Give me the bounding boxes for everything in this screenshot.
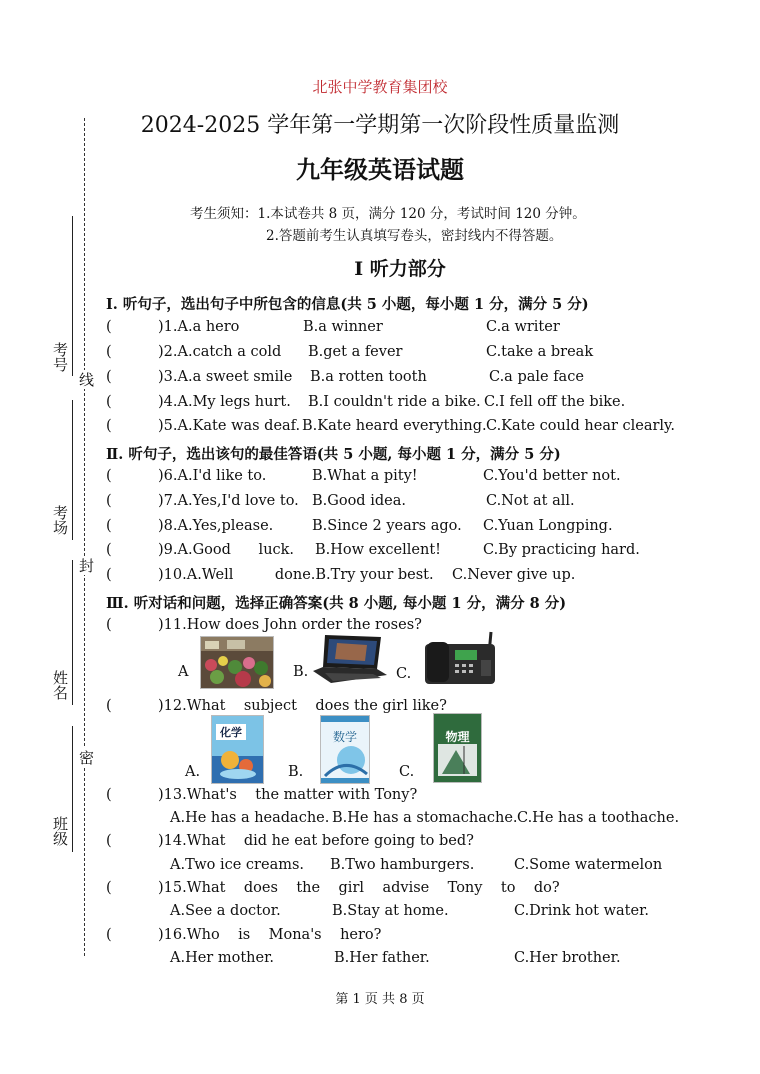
q14-option-b: B.Two hamburgers. <box>330 857 475 873</box>
q14-stem: )14.What did he eat before going to bed? <box>158 833 474 849</box>
label-class: 班级 <box>51 816 69 846</box>
label-exam-room: 考场 <box>51 505 69 535</box>
q5-option-c: C.Kate could hear clearly. <box>486 418 675 434</box>
q2-option-c: C.take a break <box>486 344 594 360</box>
physics-book-title: 物理 <box>445 730 470 744</box>
laptop-image[interactable] <box>311 633 389 685</box>
answer-paren: ( <box>106 698 112 714</box>
exam-number-field[interactable] <box>72 216 73 376</box>
class-field[interactable] <box>72 726 73 852</box>
q13-stem: )13.What's the matter with Tony? <box>158 787 418 803</box>
notice-line-2: 2.答题前考生认真填写卷头，密封线内不得答题。 <box>266 228 563 244</box>
q15-option-c: C.Drink hot water. <box>514 903 650 919</box>
q7-option-c: C.Not at all. <box>486 493 575 509</box>
question-2 <box>106 344 666 364</box>
q16-option-a: A.Her mother. <box>170 950 275 966</box>
exam-title: 2024-2025 学年第一学期第一次阶段性质量监测 <box>140 113 620 138</box>
q2-option-b: B.get a fever <box>308 344 403 360</box>
section-title: I 听力部分 <box>354 258 446 280</box>
q11-label-c: C. <box>396 666 412 682</box>
question-15 <box>106 880 666 900</box>
q5-option-a: )5.A.Kate was deaf. <box>158 418 301 434</box>
q13-option-b: B.He has a stomachache. <box>332 810 518 826</box>
q5-option-b: B.Kate heard everything. <box>302 418 487 434</box>
q14-option-a: A.Two ice creams. <box>170 857 305 873</box>
name-field[interactable] <box>72 560 73 705</box>
question-1 <box>106 319 666 339</box>
q16-option-b: B.Her father. <box>334 950 430 966</box>
label-exam-number: 考号 <box>51 342 69 372</box>
physics-book-image[interactable] <box>433 713 482 783</box>
q6-option-b: B.What a pity! <box>312 468 418 484</box>
seal-char-feng: 封 <box>77 558 95 573</box>
q9-option-b: B.How excellent! <box>315 542 441 558</box>
flower-shop-icon <box>201 637 273 688</box>
school-name: 北张中学教育集团校 <box>312 78 448 96</box>
q9-option-a: )9.A.Good luck. <box>158 542 295 558</box>
answer-paren: ( <box>106 468 112 484</box>
q8-option-a: )8.A.Yes,please. <box>158 518 274 534</box>
telephone-icon <box>423 630 499 686</box>
answer-paren: ( <box>106 927 112 943</box>
q16-options <box>106 950 666 970</box>
question-13 <box>106 787 666 807</box>
question-3 <box>106 369 666 389</box>
q3-option-b: B.a rotten tooth <box>310 369 427 385</box>
q15-options <box>106 903 666 923</box>
question-5 <box>106 418 675 438</box>
answer-paren: ( <box>106 518 112 534</box>
question-6 <box>106 468 666 488</box>
q12-label-a: A. <box>185 764 201 780</box>
q11-stem: )11.How does John order the roses? <box>158 617 422 633</box>
answer-paren: ( <box>106 344 112 360</box>
q1-option-a: )1.A.a hero <box>158 319 240 335</box>
q7-option-b: B.Good idea. <box>312 493 406 509</box>
q12-stem: )12.What subject does the girl like? <box>158 698 447 714</box>
q9-option-c: C.By practicing hard. <box>483 542 640 558</box>
answer-paren: ( <box>106 617 112 633</box>
question-4 <box>106 394 666 414</box>
answer-paren: ( <box>106 394 112 410</box>
answer-paren: ( <box>106 542 112 558</box>
chemistry-book-image[interactable] <box>211 715 264 784</box>
answer-paren: ( <box>106 493 112 509</box>
answer-paren: ( <box>106 787 112 803</box>
question-16 <box>106 927 666 947</box>
q15-stem: )15.What does the girl advise Tony to do? <box>158 880 560 896</box>
seal-dashed-line <box>84 118 85 956</box>
q16-option-c: C.Her brother. <box>514 950 621 966</box>
seal-char-mi: 密 <box>77 750 95 765</box>
q8-option-c: C.Yuan Longping. <box>483 518 613 534</box>
q15-option-a: A.See a doctor. <box>170 903 281 919</box>
q11-label-a: A <box>178 664 189 680</box>
answer-paren: ( <box>106 369 112 385</box>
q4-option-c: C.I fell off the bike. <box>484 394 626 410</box>
question-9 <box>106 542 666 562</box>
q3-option-a: )3.A.a sweet smile <box>158 369 293 385</box>
q6-option-a: )6.A.I'd like to. <box>158 468 267 484</box>
part1-heading: I. 听句子，选出句子中所包含的信息(共 5 小题，每小题 1 分，满分 5 分) <box>106 296 589 313</box>
q10-options: )10.A.Well done.B.Try your best. C.Never give up. <box>158 567 576 583</box>
q8-option-b: B.Since 2 years ago. <box>312 518 462 534</box>
q4-option-a: )4.A.My legs hurt. <box>158 394 291 410</box>
question-12 <box>106 698 666 718</box>
part2-heading: Ⅱ. 听句子，选出该句的最佳答语(共 5 小题, 每小题 1 分，满分 5 分) <box>106 446 561 463</box>
q13-option-a: A.He has a headache. <box>170 810 330 826</box>
chemistry-book-title: 化学 <box>216 724 246 740</box>
answer-paren: ( <box>106 418 112 434</box>
question-8 <box>106 518 666 538</box>
telephone-image[interactable] <box>423 630 499 686</box>
q16-stem: )16.Who is Mona's hero? <box>158 927 382 943</box>
q12-label-c: C. <box>399 764 415 780</box>
q12-label-b: B. <box>288 764 304 780</box>
part3-heading: Ⅲ. 听对话和问题，选择正确答案(共 8 小题, 每小题 1 分，满分 8 分) <box>106 595 567 612</box>
flower-shop-image[interactable] <box>200 636 274 689</box>
question-7 <box>106 493 666 513</box>
math-book-image[interactable] <box>320 715 370 784</box>
q2-option-a: )2.A.catch a cold <box>158 344 282 360</box>
answer-paren: ( <box>106 833 112 849</box>
q15-option-b: B.Stay at home. <box>332 903 449 919</box>
page-footer: 第 1 页 共 8 页 <box>335 992 425 1007</box>
q4-option-b: B.I couldn't ride a bike. <box>308 394 481 410</box>
physics-book-icon <box>434 714 481 782</box>
question-10 <box>106 567 666 587</box>
math-book-icon <box>321 716 369 783</box>
exam-subtitle: 九年级英语试题 <box>296 155 464 184</box>
q14-option-c: C.Some watermelon <box>514 857 663 873</box>
exam-room-field[interactable] <box>72 400 73 540</box>
question-14 <box>106 833 666 853</box>
math-book-title: 数学 <box>332 730 357 744</box>
q1-option-b: B.a winner <box>303 319 383 335</box>
answer-paren: ( <box>106 567 112 583</box>
seal-char-xian: 线 <box>77 372 95 387</box>
q3-option-c: C.a pale face <box>489 369 584 385</box>
notice-line-1: 考生须知：1.本试卷共 8 页，满分 120 分，考试时间 120 分钟。 <box>190 206 586 222</box>
label-name: 姓名 <box>51 670 69 700</box>
q13-options <box>106 810 680 830</box>
answer-paren: ( <box>106 880 112 896</box>
q11-label-b: B. <box>293 664 309 680</box>
q1-option-c: C.a writer <box>486 319 560 335</box>
q6-option-c: C.You'd better not. <box>483 468 621 484</box>
q14-options <box>106 857 666 877</box>
laptop-icon <box>311 633 389 685</box>
q7-option-a: )7.A.Yes,I'd love to. <box>158 493 299 509</box>
answer-paren: ( <box>106 319 112 335</box>
q13-option-c: C.He has a toothache. <box>517 810 680 826</box>
